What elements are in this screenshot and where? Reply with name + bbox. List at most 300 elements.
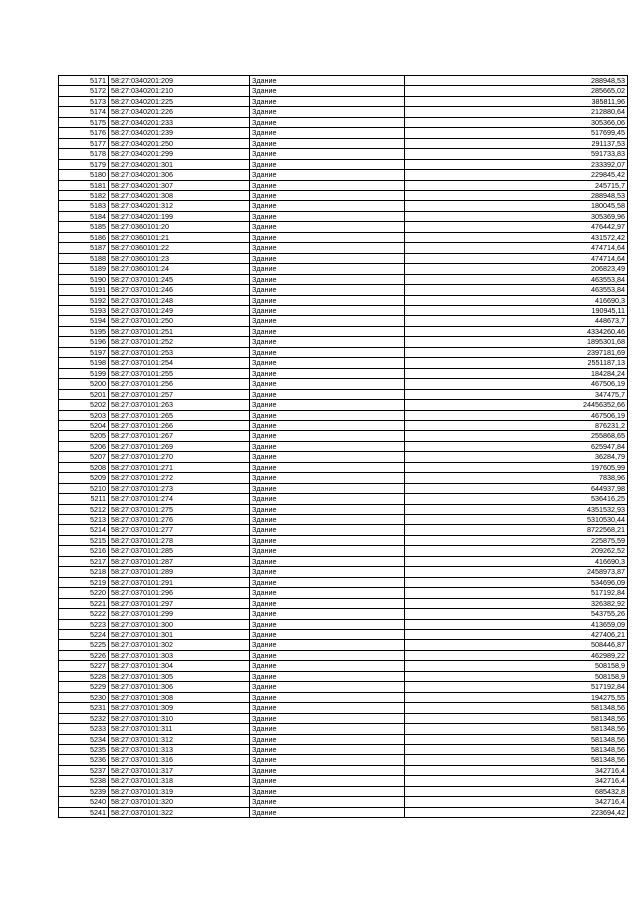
row-number-cell: 5213 <box>59 515 109 525</box>
table-row <box>59 734 628 744</box>
table-row <box>59 525 628 535</box>
row-number-cell: 5182 <box>59 190 109 200</box>
cadastral-number-cell: 58:27:0370101:303 <box>109 650 250 660</box>
table-row <box>59 630 628 640</box>
value-cell: 467506,19 <box>405 379 628 389</box>
value-cell: 476442,97 <box>405 222 628 232</box>
table-row <box>59 546 628 556</box>
cadastral-number-cell: 58:27:0370101:319 <box>109 786 250 796</box>
row-number-cell: 5233 <box>59 724 109 734</box>
value-cell: 517192,84 <box>405 588 628 598</box>
cadastral-number-cell: 58:27:0370101:308 <box>109 692 250 702</box>
table-row <box>59 535 628 545</box>
cadastral-number-cell: 58:27:0360101:21 <box>109 232 250 242</box>
cadastral-number-cell: 58:27:0370101:306 <box>109 682 250 692</box>
row-number-cell: 5186 <box>59 232 109 242</box>
cadastral-number-cell: 58:27:0370101:276 <box>109 515 250 525</box>
object-type-cell: Здание <box>250 546 405 556</box>
table-row <box>59 724 628 734</box>
row-number-cell: 5235 <box>59 745 109 755</box>
value-cell: 342716,4 <box>405 797 628 807</box>
value-cell: 543755,26 <box>405 609 628 619</box>
row-number-cell: 5226 <box>59 650 109 660</box>
object-type-cell: Здание <box>250 180 405 190</box>
cadastral-number-cell: 58:27:0340201:308 <box>109 190 250 200</box>
row-number-cell: 5217 <box>59 556 109 566</box>
row-number-cell: 5211 <box>59 494 109 504</box>
cadastral-number-cell: 58:27:0370101:300 <box>109 619 250 629</box>
row-number-cell: 5222 <box>59 609 109 619</box>
value-cell: 36284,79 <box>405 452 628 462</box>
value-cell: 7838,96 <box>405 473 628 483</box>
row-number-cell: 5232 <box>59 713 109 723</box>
row-number-cell: 5220 <box>59 588 109 598</box>
object-type-cell: Здание <box>250 379 405 389</box>
object-type-cell: Здание <box>250 776 405 786</box>
cadastral-number-cell: 58:27:0370101:269 <box>109 441 250 451</box>
table-row <box>59 316 628 326</box>
value-cell: 474714,64 <box>405 243 628 253</box>
value-cell: 876231,2 <box>405 420 628 430</box>
cadastral-number-cell: 58:27:0370101:267 <box>109 431 250 441</box>
table-row <box>59 462 628 472</box>
object-type-cell: Здание <box>250 671 405 681</box>
row-number-cell: 5208 <box>59 462 109 472</box>
table-row <box>59 190 628 200</box>
value-cell: 190945,11 <box>405 305 628 315</box>
table-row <box>59 556 628 566</box>
row-number-cell: 5230 <box>59 692 109 702</box>
table-row <box>59 149 628 159</box>
value-cell: 233392,07 <box>405 159 628 169</box>
value-cell: 536416,25 <box>405 494 628 504</box>
object-type-cell: Здание <box>250 347 405 357</box>
object-type-cell: Здание <box>250 264 405 274</box>
object-type-cell: Здание <box>250 107 405 117</box>
value-cell: 462989,22 <box>405 650 628 660</box>
table-row <box>59 117 628 127</box>
row-number-cell: 5185 <box>59 222 109 232</box>
cadastral-number-cell: 58:27:0340201:307 <box>109 180 250 190</box>
row-number-cell: 5201 <box>59 389 109 399</box>
cadastral-number-cell: 58:27:0370101:277 <box>109 525 250 535</box>
table-row <box>59 305 628 315</box>
value-cell: 581348,56 <box>405 755 628 765</box>
cadastral-number-cell: 58:27:0370101:256 <box>109 379 250 389</box>
object-type-cell: Здание <box>250 232 405 242</box>
cadastral-number-cell: 58:27:0340201:226 <box>109 107 250 117</box>
table-row <box>59 410 628 420</box>
cadastral-number-cell: 58:27:0370101:248 <box>109 295 250 305</box>
cadastral-number-cell: 58:27:0370101:299 <box>109 609 250 619</box>
object-type-cell: Здание <box>250 431 405 441</box>
value-cell: 180045,58 <box>405 201 628 211</box>
object-type-cell: Здание <box>250 786 405 796</box>
object-type-cell: Здание <box>250 211 405 221</box>
object-type-cell: Здание <box>250 117 405 127</box>
object-type-cell: Здание <box>250 441 405 451</box>
table-row <box>59 222 628 232</box>
table-row <box>59 274 628 284</box>
cadastral-number-cell: 58:27:0370101:305 <box>109 671 250 681</box>
value-cell: 581348,56 <box>405 734 628 744</box>
table-body <box>59 76 628 818</box>
table-row <box>59 400 628 410</box>
cadastral-number-cell: 58:27:0340201:250 <box>109 138 250 148</box>
cadastral-number-cell: 58:27:0370101:291 <box>109 577 250 587</box>
object-type-cell: Здание <box>250 650 405 660</box>
cadastral-number-cell: 58:27:0370101:311 <box>109 724 250 734</box>
row-number-cell: 5224 <box>59 630 109 640</box>
object-type-cell: Здание <box>250 494 405 504</box>
table-row <box>59 692 628 702</box>
row-number-cell: 5215 <box>59 535 109 545</box>
table-row <box>59 609 628 619</box>
object-type-cell: Здание <box>250 253 405 263</box>
object-type-cell: Здание <box>250 734 405 744</box>
row-number-cell: 5195 <box>59 326 109 336</box>
table-row <box>59 243 628 253</box>
table-row <box>59 420 628 430</box>
value-cell: 285665,02 <box>405 86 628 96</box>
value-cell: 2458973,87 <box>405 567 628 577</box>
cadastral-number-cell: 58:27:0340201:312 <box>109 201 250 211</box>
cadastral-number-cell: 58:27:0360101:23 <box>109 253 250 263</box>
cadastral-number-cell: 58:27:0370101:309 <box>109 703 250 713</box>
value-cell: 625947,84 <box>405 441 628 451</box>
value-cell: 326382,92 <box>405 598 628 608</box>
row-number-cell: 5196 <box>59 337 109 347</box>
object-type-cell: Здание <box>250 201 405 211</box>
object-type-cell: Здание <box>250 368 405 378</box>
table-row <box>59 786 628 796</box>
value-cell: 197605,99 <box>405 462 628 472</box>
table-row <box>59 577 628 587</box>
object-type-cell: Здание <box>250 389 405 399</box>
object-type-cell: Здание <box>250 765 405 775</box>
value-cell: 591733,83 <box>405 149 628 159</box>
table-row <box>59 776 628 786</box>
table-row <box>59 86 628 96</box>
table-row <box>59 285 628 295</box>
object-type-cell: Здание <box>250 577 405 587</box>
object-type-cell: Здание <box>250 149 405 159</box>
value-cell: 1895301,68 <box>405 337 628 347</box>
object-type-cell: Здание <box>250 567 405 577</box>
object-type-cell: Здание <box>250 797 405 807</box>
table-row <box>59 128 628 138</box>
table-row <box>59 619 628 629</box>
table-row <box>59 358 628 368</box>
object-type-cell: Здание <box>250 305 405 315</box>
value-cell: 581348,56 <box>405 713 628 723</box>
cadastral-number-cell: 58:27:0370101:270 <box>109 452 250 462</box>
value-cell: 223694,42 <box>405 807 628 817</box>
cadastral-number-cell: 58:27:0340201:225 <box>109 96 250 106</box>
cadastral-number-cell: 58:27:0340201:299 <box>109 149 250 159</box>
row-number-cell: 5198 <box>59 358 109 368</box>
row-number-cell: 5209 <box>59 473 109 483</box>
value-cell: 245715,7 <box>405 180 628 190</box>
object-type-cell: Здание <box>250 609 405 619</box>
table-row <box>59 389 628 399</box>
cadastral-number-cell: 58:27:0370101:272 <box>109 473 250 483</box>
value-cell: 427406,21 <box>405 630 628 640</box>
cadastral-number-cell: 58:27:0370101:312 <box>109 734 250 744</box>
object-type-cell: Здание <box>250 128 405 138</box>
cadastral-number-cell: 58:27:0370101:255 <box>109 368 250 378</box>
object-type-cell: Здание <box>250 76 405 86</box>
object-type-cell: Здание <box>250 420 405 430</box>
value-cell: 416690,3 <box>405 556 628 566</box>
row-number-cell: 5225 <box>59 640 109 650</box>
cadastral-number-cell: 58:27:0370101:285 <box>109 546 250 556</box>
row-number-cell: 5216 <box>59 546 109 556</box>
value-cell: 581348,56 <box>405 703 628 713</box>
object-type-cell: Здание <box>250 556 405 566</box>
cadastral-number-cell: 58:27:0370101:245 <box>109 274 250 284</box>
object-type-cell: Здание <box>250 630 405 640</box>
object-type-cell: Здание <box>250 295 405 305</box>
value-cell: 2551187,13 <box>405 358 628 368</box>
cadastral-number-cell: 58:27:0360101:20 <box>109 222 250 232</box>
table-row <box>59 473 628 483</box>
cadastral-number-cell: 58:27:0340201:301 <box>109 159 250 169</box>
cadastral-number-cell: 58:27:0370101:263 <box>109 400 250 410</box>
value-cell: 5310530,44 <box>405 515 628 525</box>
cadastral-number-cell: 58:27:0370101:320 <box>109 797 250 807</box>
value-cell: 474714,64 <box>405 253 628 263</box>
value-cell: 194275,55 <box>405 692 628 702</box>
row-number-cell: 5179 <box>59 159 109 169</box>
object-type-cell: Здание <box>250 86 405 96</box>
row-number-cell: 5239 <box>59 786 109 796</box>
table-row <box>59 640 628 650</box>
cadastral-number-cell: 58:27:0340201:209 <box>109 76 250 86</box>
row-number-cell: 5191 <box>59 285 109 295</box>
table-row <box>59 703 628 713</box>
row-number-cell: 5199 <box>59 368 109 378</box>
value-cell: 508158,9 <box>405 661 628 671</box>
cadastral-number-cell: 58:27:0370101:317 <box>109 765 250 775</box>
cadastral-number-cell: 58:27:0370101:265 <box>109 410 250 420</box>
table-row <box>59 159 628 169</box>
value-cell: 255868,65 <box>405 431 628 441</box>
row-number-cell: 5177 <box>59 138 109 148</box>
table-row <box>59 515 628 525</box>
row-number-cell: 5187 <box>59 243 109 253</box>
row-number-cell: 5200 <box>59 379 109 389</box>
cadastral-number-cell: 58:27:0370101:287 <box>109 556 250 566</box>
table-row <box>59 76 628 86</box>
row-number-cell: 5189 <box>59 264 109 274</box>
row-number-cell: 5193 <box>59 305 109 315</box>
object-type-cell: Здание <box>250 692 405 702</box>
value-cell: 517192,84 <box>405 682 628 692</box>
row-number-cell: 5231 <box>59 703 109 713</box>
object-type-cell: Здание <box>250 535 405 545</box>
table-row <box>59 682 628 692</box>
cadastral-number-cell: 58:27:0370101:297 <box>109 598 250 608</box>
cadastral-number-cell: 58:27:0340201:199 <box>109 211 250 221</box>
table-row <box>59 96 628 106</box>
table-row <box>59 295 628 305</box>
row-number-cell: 5214 <box>59 525 109 535</box>
object-type-cell: Здание <box>250 452 405 462</box>
row-number-cell: 5228 <box>59 671 109 681</box>
table-row <box>59 661 628 671</box>
table-row <box>59 650 628 660</box>
row-number-cell: 5219 <box>59 577 109 587</box>
value-cell: 685432,8 <box>405 786 628 796</box>
row-number-cell: 5204 <box>59 420 109 430</box>
table-row <box>59 138 628 148</box>
value-cell: 212880,64 <box>405 107 628 117</box>
table-row <box>59 337 628 347</box>
value-cell: 2397181,69 <box>405 347 628 357</box>
row-number-cell: 5203 <box>59 410 109 420</box>
table-row <box>59 180 628 190</box>
object-type-cell: Здание <box>250 410 405 420</box>
object-type-cell: Здание <box>250 661 405 671</box>
cadastral-number-cell: 58:27:0370101:310 <box>109 713 250 723</box>
row-number-cell: 5184 <box>59 211 109 221</box>
value-cell: 225875,59 <box>405 535 628 545</box>
value-cell: 463553,84 <box>405 274 628 284</box>
row-number-cell: 5241 <box>59 807 109 817</box>
cadastral-number-cell: 58:27:0370101:289 <box>109 567 250 577</box>
object-type-cell: Здание <box>250 713 405 723</box>
table-row <box>59 368 628 378</box>
cadastral-number-cell: 58:27:0360101:24 <box>109 264 250 274</box>
value-cell: 581348,56 <box>405 724 628 734</box>
value-cell: 385811,96 <box>405 96 628 106</box>
value-cell: 184284,24 <box>405 368 628 378</box>
table-row <box>59 107 628 117</box>
cadastral-number-cell: 58:27:0340201:239 <box>109 128 250 138</box>
value-cell: 416690,3 <box>405 295 628 305</box>
value-cell: 644937,98 <box>405 483 628 493</box>
object-type-cell: Здание <box>250 316 405 326</box>
row-number-cell: 5223 <box>59 619 109 629</box>
cadastral-number-cell: 58:27:0370101:318 <box>109 776 250 786</box>
value-cell: 291137,53 <box>405 138 628 148</box>
value-cell: 508446,87 <box>405 640 628 650</box>
value-cell: 347475,7 <box>405 389 628 399</box>
table-row <box>59 671 628 681</box>
table-row <box>59 504 628 514</box>
row-number-cell: 5212 <box>59 504 109 514</box>
value-cell: 305369,96 <box>405 211 628 221</box>
value-cell: 229845,42 <box>405 170 628 180</box>
table-row <box>59 797 628 807</box>
row-number-cell: 5173 <box>59 96 109 106</box>
table-row <box>59 598 628 608</box>
cadastral-number-cell: 58:27:0370101:274 <box>109 494 250 504</box>
value-cell: 342716,4 <box>405 776 628 786</box>
cadastral-number-cell: 58:27:0370101:266 <box>109 420 250 430</box>
value-cell: 288948,53 <box>405 190 628 200</box>
table-row <box>59 452 628 462</box>
table-row <box>59 379 628 389</box>
data-table <box>58 75 628 818</box>
row-number-cell: 5181 <box>59 180 109 190</box>
object-type-cell: Здание <box>250 170 405 180</box>
row-number-cell: 5194 <box>59 316 109 326</box>
table-row <box>59 441 628 451</box>
cadastral-number-cell: 58:27:0370101:254 <box>109 358 250 368</box>
table-row <box>59 494 628 504</box>
cadastral-number-cell: 58:27:0360101:22 <box>109 243 250 253</box>
value-cell: 508158,9 <box>405 671 628 681</box>
value-cell: 467506,19 <box>405 410 628 420</box>
table-row <box>59 755 628 765</box>
object-type-cell: Здание <box>250 515 405 525</box>
cadastral-number-cell: 58:27:0370101:251 <box>109 326 250 336</box>
value-cell: 413659,09 <box>405 619 628 629</box>
value-cell: 288948,53 <box>405 76 628 86</box>
table-row <box>59 170 628 180</box>
object-type-cell: Здание <box>250 755 405 765</box>
object-type-cell: Здание <box>250 588 405 598</box>
cadastral-number-cell: 58:27:0370101:273 <box>109 483 250 493</box>
object-type-cell: Здание <box>250 243 405 253</box>
value-cell: 463553,84 <box>405 285 628 295</box>
cadastral-number-cell: 58:27:0370101:301 <box>109 630 250 640</box>
object-type-cell: Здание <box>250 525 405 535</box>
value-cell: 342716,4 <box>405 765 628 775</box>
row-number-cell: 5183 <box>59 201 109 211</box>
object-type-cell: Здание <box>250 504 405 514</box>
object-type-cell: Здание <box>250 745 405 755</box>
cadastral-number-cell: 58:27:0370101:246 <box>109 285 250 295</box>
value-cell: 305366,06 <box>405 117 628 127</box>
value-cell: 534696,09 <box>405 577 628 587</box>
cadastral-number-cell: 58:27:0340201:306 <box>109 170 250 180</box>
row-number-cell: 5236 <box>59 755 109 765</box>
table-row <box>59 347 628 357</box>
table-row <box>59 713 628 723</box>
row-number-cell: 5205 <box>59 431 109 441</box>
cadastral-number-cell: 58:27:0370101:302 <box>109 640 250 650</box>
table-row <box>59 431 628 441</box>
cadastral-number-cell: 58:27:0370101:304 <box>109 661 250 671</box>
object-type-cell: Здание <box>250 619 405 629</box>
row-number-cell: 5176 <box>59 128 109 138</box>
cadastral-number-cell: 58:27:0370101:271 <box>109 462 250 472</box>
object-type-cell: Здание <box>250 640 405 650</box>
value-cell: 209262,52 <box>405 546 628 556</box>
object-type-cell: Здание <box>250 703 405 713</box>
value-cell: 4334260,46 <box>405 326 628 336</box>
row-number-cell: 5188 <box>59 253 109 263</box>
object-type-cell: Здание <box>250 138 405 148</box>
table-row <box>59 807 628 817</box>
row-number-cell: 5221 <box>59 598 109 608</box>
row-number-cell: 5229 <box>59 682 109 692</box>
object-type-cell: Здание <box>250 724 405 734</box>
value-cell: 517699,45 <box>405 128 628 138</box>
object-type-cell: Здание <box>250 285 405 295</box>
row-number-cell: 5202 <box>59 400 109 410</box>
object-type-cell: Здание <box>250 483 405 493</box>
cadastral-number-cell: 58:27:0370101:322 <box>109 807 250 817</box>
object-type-cell: Здание <box>250 159 405 169</box>
object-type-cell: Здание <box>250 682 405 692</box>
row-number-cell: 5218 <box>59 567 109 577</box>
object-type-cell: Здание <box>250 222 405 232</box>
row-number-cell: 5178 <box>59 149 109 159</box>
